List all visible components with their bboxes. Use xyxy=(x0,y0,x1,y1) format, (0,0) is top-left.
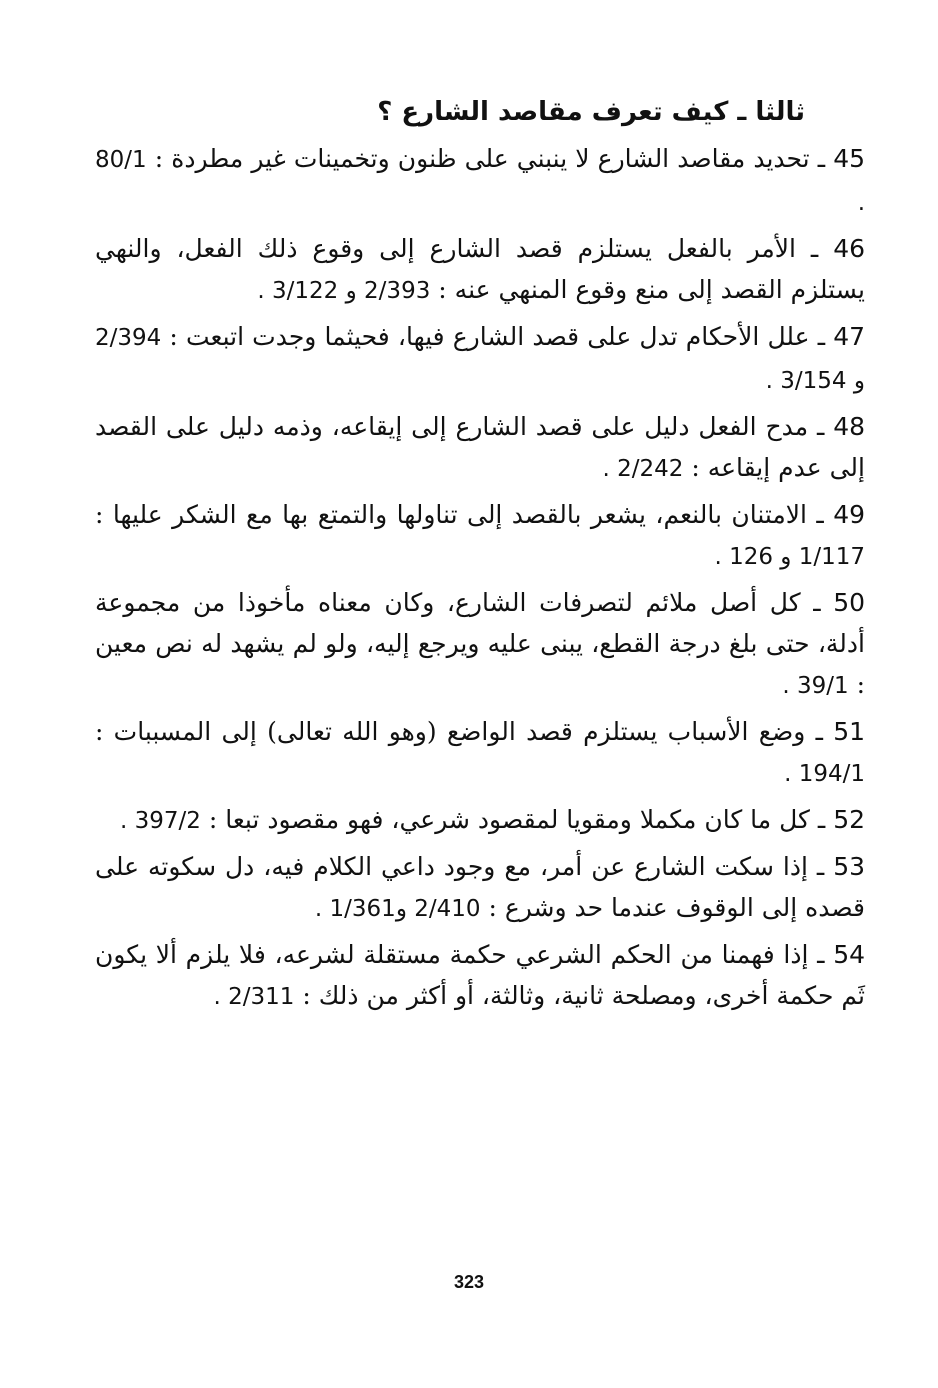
page-number: 323 xyxy=(453,1272,485,1292)
entry-51 xyxy=(95,711,865,795)
entry-reference: 2/394 و 3/154 . xyxy=(95,325,865,394)
entry-reference: 194/1 . xyxy=(784,761,865,787)
entry-text: ـ إذا سكت الشارع عن أمر، مع وجود داعي الكلام فيه، دل سكوته على قصده إلى الوقوف عندما حد وشرع : xyxy=(95,852,865,922)
entry-number: 51 xyxy=(833,717,865,746)
entry-text: ـ إذا فهمنا من الحكم الشرعي حكمة مستقلة لشرعه، فلا يلزم ألا يكون ثَم حكمة أخرى، ومصلحة ثانية، وثالثة، أو أكثر من ذلك : xyxy=(95,940,865,1010)
section-heading: ثالثا ـ كيف تعرف مقاصد الشارع ؟ xyxy=(377,97,805,127)
entry-text: ـ تحديد مقاصد الشارع لا ينبني على ظنون وتخمينات غير مطردة : xyxy=(146,144,834,173)
entry-text: ـ الأمر بالفعل يستلزم قصد الشارع إلى وقوع ذلك الفعل، والنهي يستلزم القصد إلى منع وقوع المنهي عنه : xyxy=(95,234,865,304)
entry-text: ـ وضع الأسباب يستلزم قصد الواضع (وهو الله تعالى) إلى المسببات : xyxy=(95,717,834,746)
entry-number: 54 xyxy=(833,940,866,969)
entry-52 xyxy=(95,799,865,842)
entry-number: 53 xyxy=(833,852,865,881)
entry-53 xyxy=(95,846,865,930)
entry-45 xyxy=(95,138,865,224)
entry-reference: 2/393 و 3/122 . xyxy=(257,278,431,304)
entry-50 xyxy=(95,582,865,707)
entry-reference: 2/311 . xyxy=(213,984,295,1010)
entry-text: ـ مدح الفعل دليل على قصد الشارع إلى إيقاعه، وذمه دليل على القصد إلى عدم إيقاعه : xyxy=(95,412,865,482)
entry-reference: 80/1 . xyxy=(95,147,865,216)
entry-number: 48 xyxy=(833,412,865,441)
entry-number: 47 xyxy=(833,322,865,351)
entry-54 xyxy=(95,934,865,1018)
page-content xyxy=(95,92,865,1022)
entry-number: 50 xyxy=(833,588,865,617)
entry-number: 52 xyxy=(833,805,865,834)
entry-reference: 2/410 و1/361 . xyxy=(314,896,481,922)
entry-text: ـ كل ما كان مكملا ومقويا لمقصود شرعي، فهو مقصود تبعا : xyxy=(200,805,834,834)
entry-46 xyxy=(95,228,865,312)
entry-text: ـ الامتنان بالنعم، يشعر بالقصد إلى تناولها والتمتع بها مع الشكر عليها : xyxy=(95,500,834,529)
entry-49 xyxy=(95,494,865,578)
entry-number: 46 xyxy=(833,234,865,263)
entry-reference: 397/2 . xyxy=(119,808,201,834)
entry-number: 45 xyxy=(833,144,865,173)
entry-reference: 2/242 . xyxy=(602,456,684,482)
entry-text: ـ علل الأحكام تدل على قصد الشارع فيها، فحيثما وجدت اتبعت : xyxy=(161,322,834,351)
entry-reference: 1/117 و 126 . xyxy=(714,544,865,570)
entry-number: 49 xyxy=(833,500,865,529)
entry-text: ـ كل أصل ملائم لتصرفات الشارع، وكان معناه مأخوذا من مجموعة أدلة، حتى بلغ درجة القطع، يبنى عليه ويرجع إليه، ولو لم يشهد له نص معين : xyxy=(95,588,865,699)
entry-47 xyxy=(95,316,865,402)
entry-48 xyxy=(95,406,865,490)
entry-reference: 39/1 . xyxy=(782,673,849,699)
